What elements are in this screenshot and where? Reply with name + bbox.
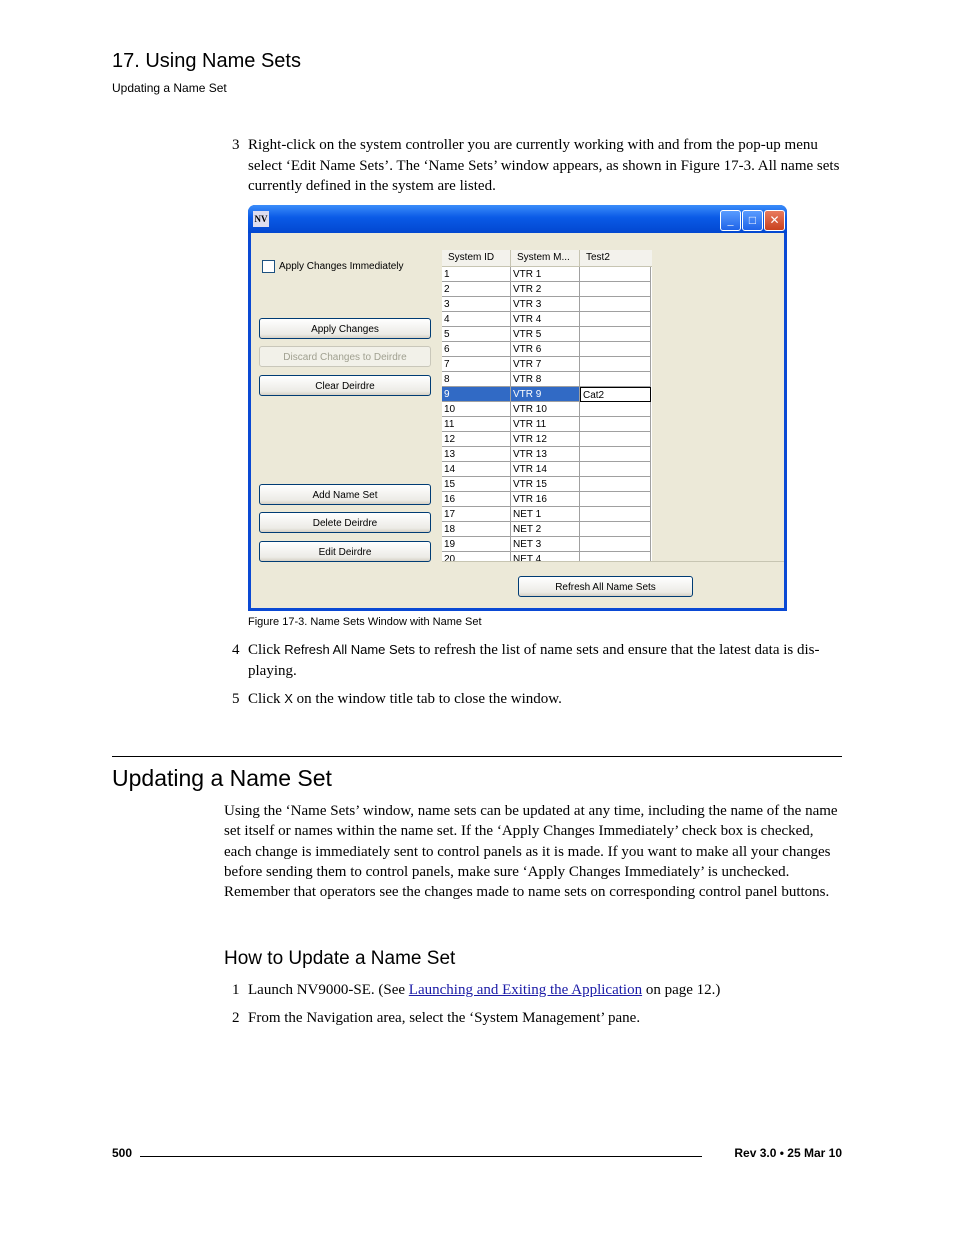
table-row[interactable]: [442, 387, 652, 402]
cell-test2[interactable]: [580, 447, 651, 462]
cell-test2[interactable]: [580, 357, 651, 372]
column-header-system-name[interactable]: System M...: [511, 250, 580, 266]
cell-test2[interactable]: [580, 507, 651, 522]
cell-system-name[interactable]: VTR 3: [511, 297, 580, 312]
page-number: 500: [112, 1146, 133, 1160]
step-5: [232, 689, 842, 711]
cell-test2[interactable]: [580, 327, 651, 342]
cell-test2[interactable]: [580, 402, 651, 417]
cell-system-id[interactable]: 2: [442, 282, 511, 297]
subsection-title: How to Update a Name Set: [224, 948, 456, 969]
column-header-system-id[interactable]: System ID: [442, 250, 511, 266]
table-row[interactable]: [442, 477, 652, 492]
cell-test2[interactable]: [580, 297, 651, 312]
cell-system-id[interactable]: 11: [442, 417, 511, 432]
cell-system-id[interactable]: 8: [442, 372, 511, 387]
table-row[interactable]: [442, 342, 652, 357]
section-title: Updating a Name Set: [112, 765, 332, 791]
update-step-2: [232, 1008, 842, 1030]
table-row[interactable]: [442, 402, 652, 417]
cell-test2[interactable]: [580, 492, 651, 507]
cell-system-name[interactable]: VTR 7: [511, 357, 580, 372]
step-text: Click X on the window title tab to close the window.: [248, 691, 562, 707]
cell-test2[interactable]: [580, 312, 651, 327]
cell-test2[interactable]: [580, 267, 651, 282]
cell-system-id[interactable]: 5: [442, 327, 511, 342]
ui-term-x: X: [284, 691, 293, 706]
clear-button[interactable]: Clear Deirdre: [259, 375, 431, 396]
cell-test2[interactable]: [580, 372, 651, 387]
cell-system-id[interactable]: 1: [442, 267, 511, 282]
update-step-1: [232, 980, 842, 1002]
cell-system-id[interactable]: 6: [442, 342, 511, 357]
checkbox-box[interactable]: [262, 260, 275, 273]
apply-immediately-checkbox[interactable]: [262, 260, 404, 273]
running-section-header: Updating a Name Set: [112, 81, 227, 95]
cell-test2[interactable]: [580, 552, 651, 561]
step-3: [232, 135, 842, 197]
step-text: From the Navigation area, select the ‘System Management’ pane.: [248, 1010, 641, 1026]
divider: [442, 561, 784, 562]
table-row[interactable]: [442, 492, 652, 507]
footer-rule: [140, 1156, 702, 1157]
table-row[interactable]: [442, 447, 652, 462]
table-row[interactable]: [442, 537, 652, 552]
figure-caption: Figure 17-3. Name Sets Window with Name Set: [248, 616, 482, 628]
window-titlebar: [248, 205, 787, 233]
cell-system-name[interactable]: NET 4: [511, 552, 580, 561]
table-row[interactable]: [442, 432, 652, 447]
cell-system-name[interactable]: VTR 15: [511, 477, 580, 492]
chapter-title: 17. Using Name Sets: [112, 50, 301, 72]
cell-system-id[interactable]: 12: [442, 432, 511, 447]
checkbox-label: Apply Changes Immediately: [279, 261, 404, 272]
section-rule: [112, 756, 842, 757]
table-row[interactable]: [442, 297, 652, 312]
column-header-test2[interactable]: Test2: [586, 252, 610, 263]
cell-test2[interactable]: [580, 282, 651, 297]
step-number: 2: [232, 1010, 240, 1026]
section-paragraph: Using the ‘Name Sets’ window, name sets can be updated at any time, including the name of the name set itself or names within the name set. If the ‘Apply Changes Immediately’ check box is checked, each change is immediately sent to control panels as it is made. If you want to make all your changes before sending them to control panels, make sure ‘Apply Changes Immediately’ is unchecked. Remember that operators see the changes made to name sets on corresponding control panel buttons.: [224, 803, 838, 901]
cell-system-id[interactable]: 3: [442, 297, 511, 312]
cell-system-name[interactable]: VTR 6: [511, 342, 580, 357]
cell-system-id[interactable]: 18: [442, 522, 511, 537]
step-text: Launch NV9000-SE. (See Launching and Exiting the Application on page 12.): [248, 982, 721, 998]
cell-system-id[interactable]: 19: [442, 537, 511, 552]
step-text: Click Refresh All Name Sets to refresh the list of name sets and ensure that the latest data is dis-playing.: [248, 642, 820, 679]
maximize-icon[interactable]: □: [742, 210, 763, 231]
step-number: 5: [232, 691, 240, 707]
table-row[interactable]: [442, 267, 652, 282]
table-row[interactable]: [442, 552, 652, 561]
cell-system-name[interactable]: VTR 5: [511, 327, 580, 342]
cell-system-id[interactable]: 20: [442, 552, 511, 561]
discard-changes-button[interactable]: Discard Changes to Deirdre: [259, 346, 431, 367]
cell-system-name[interactable]: VTR 12: [511, 432, 580, 447]
cell-system-name[interactable]: VTR 2: [511, 282, 580, 297]
cell-system-name[interactable]: VTR 4: [511, 312, 580, 327]
name-sets-window: [248, 205, 787, 611]
cell-system-name[interactable]: NET 3: [511, 537, 580, 552]
minimize-icon[interactable]: _: [720, 210, 741, 231]
table-row[interactable]: [442, 372, 652, 387]
cell-test2[interactable]: [580, 432, 651, 447]
apply-changes-button[interactable]: Apply Changes: [259, 318, 431, 339]
refresh-all-name-sets-button[interactable]: Refresh All Name Sets: [518, 576, 693, 597]
table-row[interactable]: [442, 522, 652, 537]
cell-system-id[interactable]: 9: [442, 387, 511, 402]
delete-button[interactable]: Delete Deirdre: [259, 512, 431, 533]
cell-system-id[interactable]: 16: [442, 492, 511, 507]
close-icon[interactable]: ✕: [764, 210, 785, 231]
step-number: 1: [232, 982, 240, 998]
step-number: 3: [232, 137, 240, 153]
cell-system-id[interactable]: 13: [442, 447, 511, 462]
cell-test2[interactable]: [580, 417, 651, 432]
cell-system-id[interactable]: 7: [442, 357, 511, 372]
launching-link[interactable]: Launching and Exiting the Application: [408, 982, 643, 998]
cell-test2[interactable]: [580, 342, 651, 357]
cell-system-name[interactable]: NET 1: [511, 507, 580, 522]
cell-test2[interactable]: [580, 477, 651, 492]
cell-system-name[interactable]: VTR 16: [511, 492, 580, 507]
add-name-set-button[interactable]: Add Name Set: [259, 484, 431, 505]
table-row[interactable]: [442, 507, 652, 522]
table-row[interactable]: [442, 282, 652, 297]
step-number: 4: [232, 642, 240, 658]
step-4: [232, 640, 842, 682]
table-header: [442, 250, 652, 267]
table-row[interactable]: [442, 357, 652, 372]
cell-system-name[interactable]: VTR 13: [511, 447, 580, 462]
cell-system-name[interactable]: VTR 10: [511, 402, 580, 417]
table-row[interactable]: [442, 462, 652, 477]
window-client-area: [251, 233, 784, 608]
cell-test2[interactable]: [580, 522, 651, 537]
cell-system-id[interactable]: 4: [442, 312, 511, 327]
cell-system-id[interactable]: 10: [442, 402, 511, 417]
app-icon: NV: [253, 211, 269, 227]
revision: Rev 3.0 • 25 Mar 10: [734, 1146, 842, 1160]
cell-system-name[interactable]: VTR 8: [511, 372, 580, 387]
cell-system-id[interactable]: 17: [442, 507, 511, 522]
name-set-table: [442, 250, 652, 561]
cell-system-name[interactable]: NET 2: [511, 522, 580, 537]
cell-system-id[interactable]: 14: [442, 462, 511, 477]
edit-button[interactable]: Edit Deirdre: [259, 541, 431, 562]
cell-test2[interactable]: [580, 462, 651, 477]
cell-system-name[interactable]: VTR 14: [511, 462, 580, 477]
cell-system-name[interactable]: VTR 9: [511, 387, 580, 402]
cell-system-id[interactable]: 15: [442, 477, 511, 492]
cell-test2[interactable]: [580, 537, 651, 552]
table-row[interactable]: [442, 312, 652, 327]
table-row[interactable]: [442, 327, 652, 342]
table-row[interactable]: [442, 417, 652, 432]
cell-system-name[interactable]: VTR 1: [511, 267, 580, 282]
step-text: Right-click on the system controller you are currently working with and from the pop-up menu select ‘Edit Name Sets’. The ‘Name Sets’ window appears, as shown in Figure 17-3. All name sets currently defined in the system are listed.: [248, 137, 840, 194]
ui-term-refresh: Refresh All Name Sets: [284, 642, 416, 657]
cell-test2[interactable]: Cat2: [580, 387, 651, 402]
cell-system-name[interactable]: VTR 11: [511, 417, 580, 432]
